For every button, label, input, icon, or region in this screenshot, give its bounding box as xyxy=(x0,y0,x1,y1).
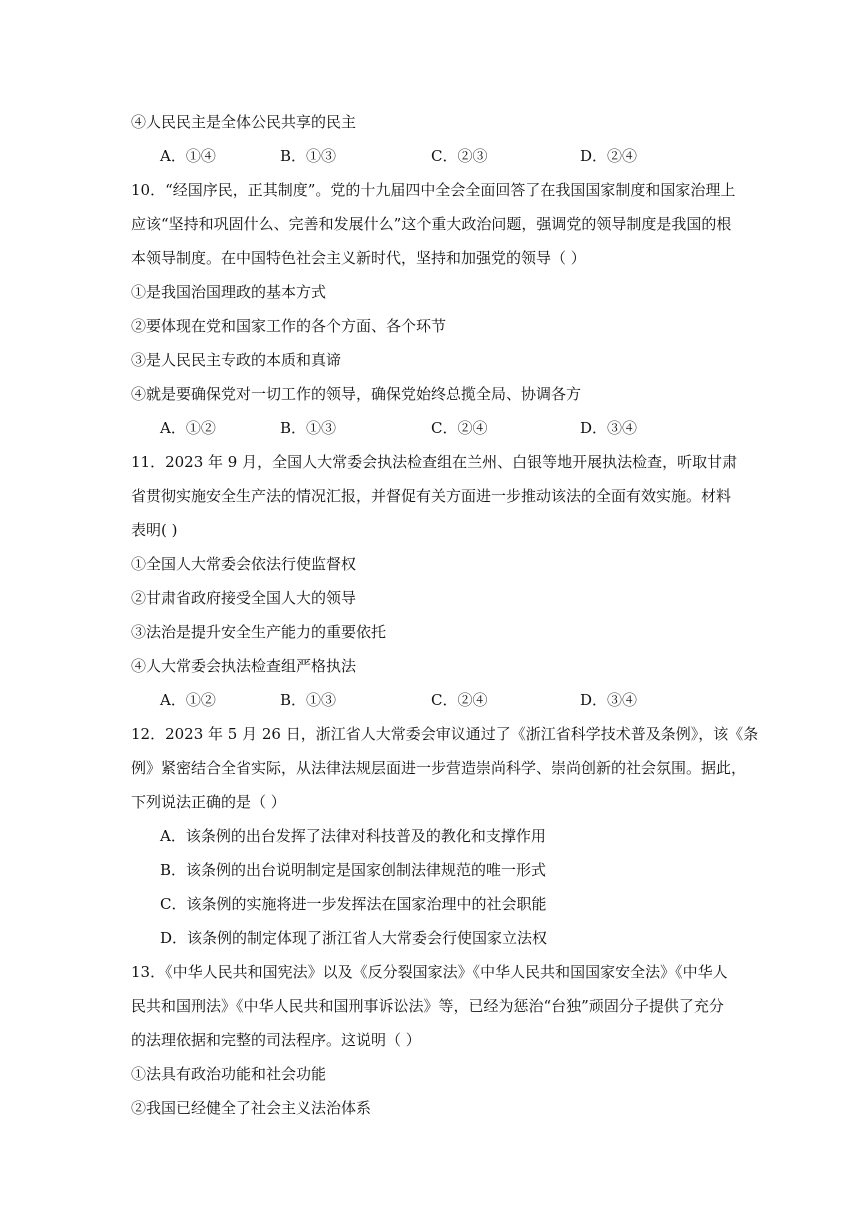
q12-option-b: B．该条例的出台说明制定是国家创制法律规范的唯一形式 xyxy=(160,861,547,879)
q13-stem-line-2: 民共和国刑法》《中华人民共和国刑事诉讼法》等，已经为惩治“台独”顽固分子提供了充分 xyxy=(131,997,724,1015)
q12-stem-line-1: 12．2023 年 5 月 26 日，浙江省人大常委会审议通过了《浙江省科学技术普及条例》，该《条 xyxy=(131,725,759,743)
q9-choice-a: A．①④ xyxy=(160,147,216,165)
q11-stem-line-2: 省贯彻实施安全生产法的情况汇报，并督促有关方面进一步推动该法的全面有效实施。材料 xyxy=(131,487,732,505)
q13-stem-line-1: 13．《中华人民共和国宪法》以及《反分裂国家法》《中华人民共和国国家安全法》《中华人 xyxy=(131,963,728,981)
q11-item-1: ①全国人大常委会依法行使监督权 xyxy=(131,555,357,573)
q9-item-4: ④人民民主是全体公民共享的民主 xyxy=(131,113,357,131)
q13-item-1: ①法具有政治功能和社会功能 xyxy=(131,1065,327,1083)
q12-option-c: C．该条例的实施将进一步发挥法在国家治理中的社会职能 xyxy=(160,895,547,913)
q12-option-a: A．该条例的出台发挥了法律对科技普及的教化和支撑作用 xyxy=(160,827,546,845)
q10-item-1: ①是我国治国理政的基本方式 xyxy=(131,283,327,301)
q10-stem-line-2: 应该“坚持和巩固什么、完善和发展什么”这个重大政治问题，强调党的领导制度是我国的根 xyxy=(131,215,732,233)
q11-stem-line-1: 11．2023 年 9 月，全国人大常委会执法检查组在兰州、白银等地开展执法检查，听取甘肃 xyxy=(131,453,738,471)
q11-choice-d: D．③④ xyxy=(580,691,638,709)
q10-choice-a: A．①② xyxy=(160,419,216,437)
q13-item-2: ②我国已经健全了社会主义法治体系 xyxy=(131,1099,372,1117)
q11-item-4: ④人大常委会执法检查组严格执法 xyxy=(131,657,357,675)
q13-stem-line-3: 的法理依据和完整的司法程序。这说明（ ） xyxy=(131,1031,421,1049)
q9-choice-b: B．①③ xyxy=(280,147,337,165)
q11-choice-a: A．①② xyxy=(160,691,216,709)
q11-choice-b: B．①③ xyxy=(280,691,337,709)
q10-item-4: ④就是要确保党对一切工作的领导，确保党始终总揽全局、协调各方 xyxy=(131,385,582,403)
q9-choice-c: C．②③ xyxy=(431,147,488,165)
q10-stem-line-1: 10．“经国序民，正其制度”。党的十九届四中全会全面回答了在我国国家制度和国家治理上 xyxy=(131,181,736,199)
q10-choice-c: C．②④ xyxy=(431,419,488,437)
q10-choice-d: D．③④ xyxy=(580,419,638,437)
q10-item-3: ③是人民民主专政的本质和真谛 xyxy=(131,351,342,369)
q12-stem-line-3: 下列说法正确的是（ ） xyxy=(131,793,286,811)
q10-item-2: ②要体现在党和国家工作的各个方面、各个环节 xyxy=(131,317,447,335)
q11-item-3: ③法治是提升安全生产能力的重要依托 xyxy=(131,623,387,641)
q10-choice-b: B．①③ xyxy=(280,419,337,437)
q12-stem-line-2: 例》紧密结合全省实际，从法律法规层面进一步营造崇尚科学、崇尚创新的社会氛围。据此， xyxy=(131,759,747,777)
q10-stem-line-3: 本领导制度。在中国特色社会主义新时代，坚持和加强党的领导（ ） xyxy=(131,249,586,267)
q11-stem-line-3: 表明( ) xyxy=(131,521,178,539)
q9-choice-d: D．②④ xyxy=(580,147,638,165)
q11-choice-c: C．②④ xyxy=(431,691,488,709)
q12-option-d: D．该条例的制定体现了浙江省人大常委会行使国家立法权 xyxy=(160,929,548,947)
q11-item-2: ②甘肃省政府接受全国人大的领导 xyxy=(131,589,357,607)
